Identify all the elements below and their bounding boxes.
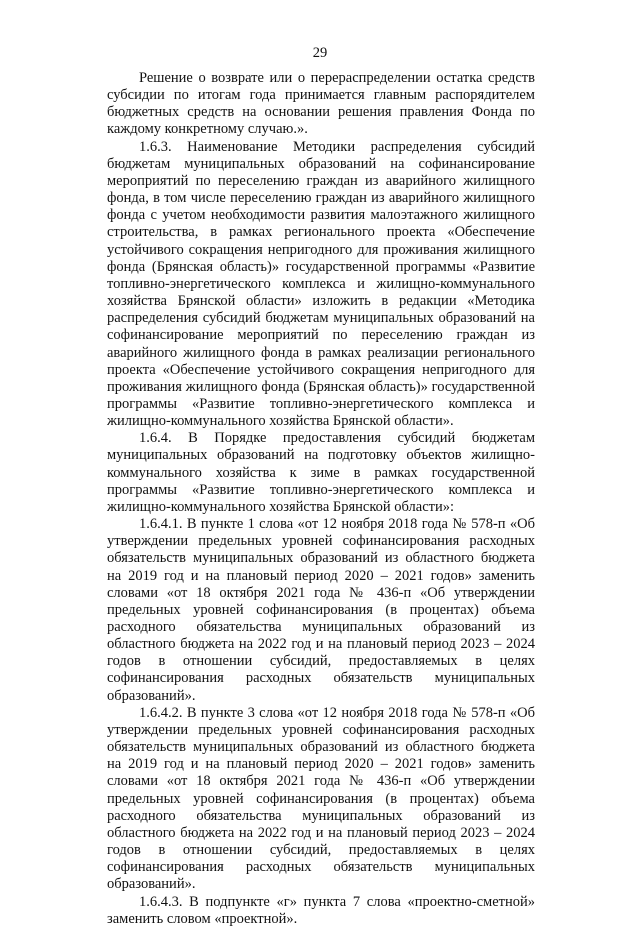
paragraph-1-6-4-3: 1.6.4.3. В подпункте «г» пункта 7 слова «проектно-сметной» заменить словом «проектной». xyxy=(107,893,535,927)
document-body xyxy=(107,70,535,928)
paragraph-1-6-4: 1.6.4. В Порядке предоставления субсидий бюджетам муниципальных образований на подготовку объектов жилищно-коммунального хозяйства к зиме в рамках государственной программы «Развитие топливно-энергетического комплекса и жилищно-коммунального хозяйства Брянской области»: xyxy=(107,430,535,515)
paragraph-1-6-4-2: 1.6.4.2. В пункте 3 слова «от 12 ноября 2018 года № 578-п «Об утверждении предельных уровней софинансирования расходных обязательств муниципальных образований из областного бюджета на 2019 год и на плановый период 2020 – 2021 годов» заменить словами «от 18 октября 2021 года № 436-п «Об утверждении предельных уровней софинансирования (в процентах) объема расходного обязательства муниципальных образований из областного бюджета на 2022 год и на плановый период 2023 – 2024 годов в отношении субсидий, предоставляемых в целях софинансирования расходных обязательств муниципальных образований». xyxy=(107,704,535,893)
paragraph-1-6-4-1: 1.6.4.1. В пункте 1 слова «от 12 ноября 2018 года № 578-п «Об утверждении предельных уровней софинансирования расходных обязательств муниципальных образований из областного бюджета на 2019 год и на плановый период 2020 – 2021 годов» заменить словами «от 18 октября 2021 года № 436-п «Об утверждении предельных уровней софинансирования (в процентах) объема расходного обязательства муниципальных образований из областного бюджета на 2022 год и на плановый период 2023 – 2024 годов в отношении субсидий, предоставляемых в целях софинансирования расходных обязательств муниципальных образований». xyxy=(107,516,535,704)
paragraph-1-6-3: 1.6.3. Наименование Методики распределения субсидий бюджетам муниципальных образований на софинансирование мероприятий по переселению граждан из аварийного жилищного фонда, в том числе переселению граждан из аварийного жилищного фонда с учетом необходимости развития малоэтажного жилищного строительства, в рамках регионального проекта «Обеспечение устойчивого сокращения непригодного для проживания жилищного фонда (Брянская область)» государственной программы «Развитие топливно-энергетического комплекса и жилищно-коммунального хозяйства Брянской области» изложить в редакции «Методика распределения субсидий бюджетам муниципальных образований на софинансирование мероприятий по переселению граждан из аварийного жилищного фонда в рамках реализации регионального проекта «Обеспечение устойчивого сокращения непригодного для проживания жилищного фонда (Брянская область)» государственной программы «Развитие топливно-энергетического комплекса и жилищно-коммунального хозяйства Брянской области». xyxy=(107,138,535,430)
paragraph-subsidy-return: Решение о возврате или о перераспределении остатка средств субсидии по итогам года принимается главным распорядителем бюджетных средств на основании решения правления Фонда по каждому конкретному случаю.». xyxy=(107,70,535,138)
page-number: 29 xyxy=(312,45,328,61)
